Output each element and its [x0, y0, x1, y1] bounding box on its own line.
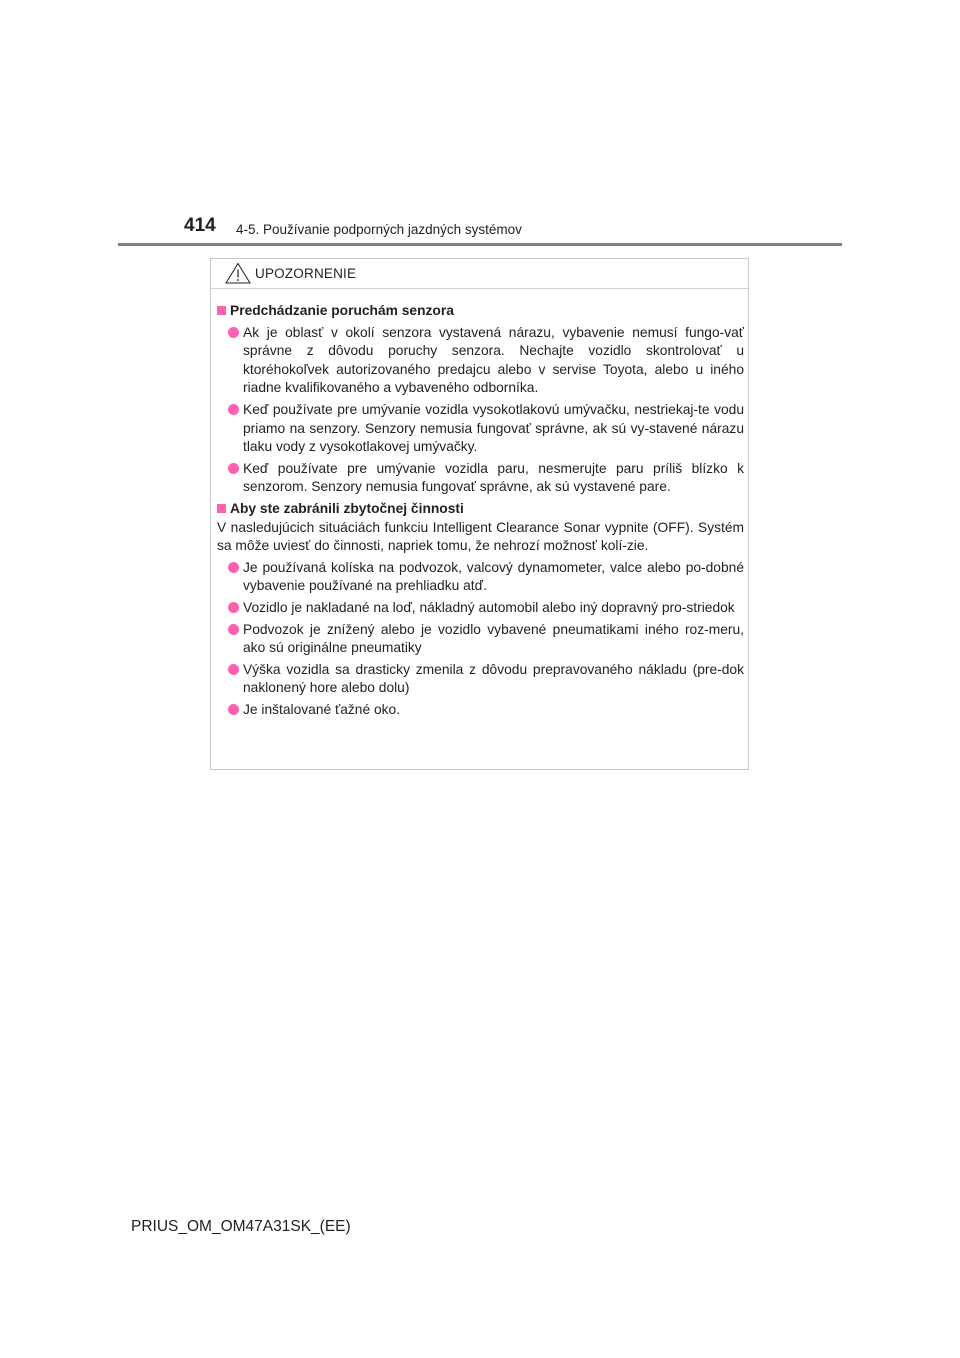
section-heading-text: Aby ste zabránili zbytočnej činnosti	[230, 500, 464, 516]
list-item-text: Podvozok je znížený alebo je vozidlo vybavené pneumatikami iného roz-meru, ako sú originálne pneumatiky	[243, 621, 744, 656]
circle-bullet-icon	[228, 562, 239, 573]
header-rule	[118, 243, 842, 246]
list-item-text: Keď používate pre umývanie vozidla paru, nesmerujte paru príliš blízko k senzorom. Senzory nemusia fungovať správne, ak sú vystavené pare.	[243, 460, 744, 495]
square-bullet-icon	[217, 504, 226, 513]
section-heading-text: Predchádzanie poruchám senzora	[230, 303, 454, 318]
circle-bullet-icon	[228, 327, 239, 338]
warning-content	[217, 302, 744, 719]
warning-header	[211, 259, 748, 289]
list-item-text: Keď používate pre umývanie vozidla vysokotlakovú umývačku, nestriekaj-te vodu priamo na senzory. Senzory nemusia fungovať správne, ak sú vy-stavené nárazu tlaku vody z vysokotlakovej umývačky.	[243, 401, 744, 455]
warning-label: UPOZORNENIE	[255, 266, 357, 281]
list-item-text: Je inštalované ťažné oko.	[243, 701, 401, 717]
circle-bullet-icon	[228, 463, 239, 474]
circle-bullet-icon	[228, 602, 239, 613]
section-heading	[217, 302, 744, 321]
list-item	[217, 701, 744, 720]
section-intro: V nasledujúcich situáciách funkciu Intelligent Clearance Sonar vypnite (OFF). Systém sa môže uviesť do činnosti, napriek tomu, že nehrozí možnosť kolí-zie.	[217, 519, 744, 554]
circle-bullet-icon	[228, 624, 239, 635]
page-header	[118, 215, 842, 247]
list-item-text: Ak je oblasť v okolí senzora vystavená nárazu, vybavenie nemusí fungo-vať správne z dôvodu poruchy senzora. Nechajte vozidlo skontrolovať u ktoréhokoľvek autorizovaného predajcu alebo v servise Toyota, alebo u iného riadne kvalifikovaného a vybaveného odborníka.	[243, 324, 744, 396]
page-number: 414	[184, 215, 216, 236]
circle-bullet-icon	[228, 664, 239, 675]
section-heading	[217, 500, 744, 519]
circle-bullet-icon	[228, 704, 239, 715]
circle-bullet-icon	[228, 404, 239, 415]
warning-box	[210, 258, 749, 770]
square-bullet-icon	[217, 306, 226, 315]
list-item	[217, 599, 744, 618]
list-item	[217, 401, 744, 457]
list-item-text: Vozidlo je nakladané na loď, nákladný automobil alebo iný dopravný pro-striedok	[243, 599, 735, 615]
list-item	[217, 460, 744, 497]
list-item-text: Výška vozidla sa drasticky zmenila z dôvodu prepravovaného nákladu (pre-dok naklonený hore alebo dolu)	[243, 661, 744, 696]
document-code: PRIUS_OM_OM47A31SK_(EE)	[131, 1218, 351, 1235]
list-item	[217, 559, 744, 596]
warning-triangle-icon	[225, 262, 251, 284]
list-item	[217, 661, 744, 698]
list-item	[217, 324, 744, 398]
list-item	[217, 621, 744, 658]
chapter-title: 4-5. Používanie podporných jazdných systémov	[236, 222, 522, 237]
list-item-text: Je používaná kolíska na podvozok, valcový dynamometer, valce alebo po-dobné vybavenie používané na prehliadku atď.	[243, 559, 744, 594]
